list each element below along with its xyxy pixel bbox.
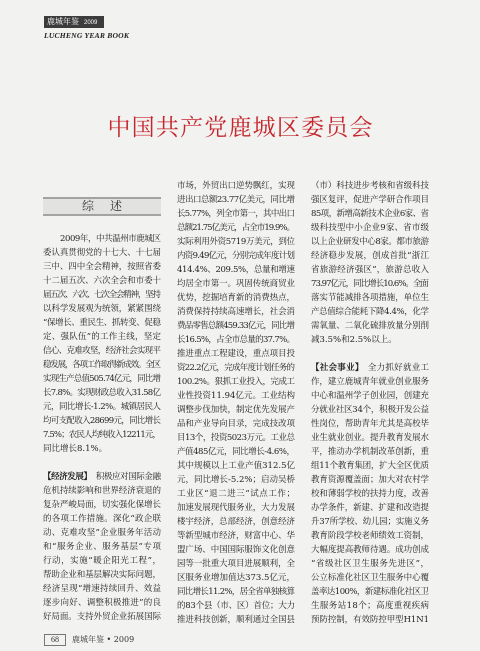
line-text: 落实节能减排各项措施，单位生 bbox=[311, 293, 429, 303]
line-text: 长5.77%，列全市第一，其中出口 bbox=[177, 209, 295, 219]
line-text: 414.4%、209.5%，总量和增速 bbox=[177, 265, 295, 275]
line-text: 业性投资11.94亿元。工业结构 bbox=[177, 391, 296, 401]
line-text: 委认真贯彻党的十七大、十七届 bbox=[43, 248, 161, 258]
text-line bbox=[177, 571, 295, 585]
text-line bbox=[177, 417, 295, 431]
line-text: 的83个县（市、区）首位；大力 bbox=[177, 601, 295, 611]
line-text: 中心和温州学子创业园，创建充 bbox=[311, 391, 429, 401]
text-line bbox=[43, 582, 161, 596]
line-text: 帮助企业和基层解决实际问题， bbox=[43, 570, 161, 580]
text-line bbox=[177, 221, 295, 235]
text-line bbox=[177, 319, 295, 333]
text-line bbox=[43, 372, 161, 386]
line-text: 业生就业创业。提升教育发展水 bbox=[311, 433, 429, 443]
line-text: （市）科技进步考核和省级科技 bbox=[311, 181, 429, 191]
text-line bbox=[311, 361, 429, 375]
text-line bbox=[43, 428, 161, 442]
text-line bbox=[311, 431, 429, 445]
text-line bbox=[43, 232, 161, 246]
text-line bbox=[43, 554, 161, 568]
text-line bbox=[177, 529, 295, 543]
text-line bbox=[311, 445, 429, 459]
line-text: 生服务站18个；高度重视疾病 bbox=[311, 601, 430, 611]
text-line bbox=[43, 302, 161, 316]
text-line bbox=[177, 487, 295, 501]
text-line bbox=[311, 557, 429, 571]
text-line bbox=[43, 316, 161, 330]
line-text: 长16.5%，占全市总量的37.7%。 bbox=[177, 335, 295, 345]
line-text: 楼宇经济，总部经济，创意经济 bbox=[177, 517, 295, 527]
line-text: 公立标准化社区卫生服务中心覆 bbox=[311, 573, 429, 583]
line-text: 工业区“退二进三”试点工作； bbox=[177, 489, 296, 499]
line-text: 实现生产总值505.74亿元，同比增 bbox=[43, 374, 161, 384]
line-text: 消费保持持续高速增长，社会消 bbox=[177, 307, 295, 317]
line-text: 以上企业研发中心8家。都市旅游 bbox=[311, 237, 429, 247]
text-line bbox=[43, 498, 161, 512]
text-line bbox=[311, 599, 429, 613]
text-line bbox=[177, 431, 295, 445]
text-line bbox=[43, 526, 161, 540]
economy-paragraph-continued bbox=[177, 179, 295, 627]
line-text: 定、强队伍”的工作主线，坚定 bbox=[43, 332, 162, 342]
line-text: 均可支配收入28699元，同比增长 bbox=[43, 416, 161, 426]
line-text: “省级社区卫生服务先进区”， bbox=[311, 559, 430, 569]
line-text: 组11个教育集团，扩大全区优质 bbox=[311, 461, 429, 471]
line-text: 进出口总额23.77亿美元，同比增 bbox=[177, 195, 295, 205]
text-line bbox=[43, 330, 161, 344]
text-line bbox=[311, 179, 429, 193]
text-line bbox=[311, 515, 429, 529]
text-line bbox=[177, 249, 295, 263]
social-affairs-paragraph bbox=[311, 361, 429, 627]
line-text: 办学条件，新建、扩建和改造提 bbox=[311, 503, 429, 513]
text-line bbox=[311, 249, 429, 263]
text-line bbox=[177, 501, 295, 515]
line-text: 100.2%。狠抓工业投入，完成工 bbox=[177, 377, 295, 387]
line-text: 积极应对国际金融 bbox=[95, 472, 161, 482]
text-line bbox=[177, 277, 295, 291]
page-footer bbox=[44, 634, 134, 646]
text-line bbox=[177, 305, 295, 319]
line-text: 需氧量、二氧化硫排放量分别削 bbox=[311, 321, 429, 331]
text-line bbox=[177, 585, 295, 599]
text-line bbox=[43, 386, 161, 400]
line-text: 等新型城市经济，财富中心、华 bbox=[177, 531, 295, 541]
line-text: 73.97亿元，同比增长10.6%。全面 bbox=[311, 279, 429, 289]
line-text: 7.5%；农民人均纯收入12211元， bbox=[43, 430, 161, 440]
line-text: 以科学发展观为统领，紧紧围绕 bbox=[43, 304, 161, 314]
line-text: 元，同比增长-5.2%；启动吴桥 bbox=[177, 475, 296, 485]
line-text: 三中、四中全会精神，按照省委 bbox=[43, 262, 161, 272]
line-text: 费品零售总额459.33亿元，同比增 bbox=[177, 321, 295, 331]
text-line bbox=[311, 319, 429, 333]
text-line bbox=[311, 403, 429, 417]
header-book-title: 鹿城年鉴 bbox=[47, 17, 79, 26]
line-text: 长7.8%。实现财政总收入31.58亿 bbox=[43, 388, 161, 398]
line-text: 平，推动办学机制改革创新，重 bbox=[311, 447, 429, 457]
text-column-1 bbox=[43, 197, 161, 624]
text-line bbox=[311, 529, 429, 543]
line-text: 同比增长8.1%。 bbox=[43, 444, 108, 454]
line-text: 和“服务企业、服务基层”专项 bbox=[43, 542, 162, 552]
text-line bbox=[311, 305, 429, 319]
text-line bbox=[311, 193, 429, 207]
line-text: 校和薄弱学校的扶持力度，改善 bbox=[311, 489, 429, 499]
line-text: 均居全市第一。巩固传统商贸业 bbox=[177, 279, 295, 289]
line-text: 元，同比增长-1.2%。城镇居民人 bbox=[43, 402, 161, 412]
text-line bbox=[177, 375, 295, 389]
line-text: 调整步伐加快，制定优先发展产 bbox=[177, 405, 295, 415]
text-line bbox=[43, 414, 161, 428]
text-line bbox=[43, 484, 161, 498]
line-text: 经济呈现“增速持续回升、效益 bbox=[43, 584, 162, 594]
text-line bbox=[177, 263, 295, 277]
text-line bbox=[311, 585, 429, 599]
line-text: 动、克难攻坚”企业服务年活动 bbox=[43, 528, 162, 538]
overview-paragraph bbox=[43, 232, 161, 456]
line-text: 优势，挖掘培育新的消费热点， bbox=[177, 293, 295, 303]
line-text: 复杂严峻局面，切实强化保增长 bbox=[43, 500, 161, 510]
line-text: 园等一批重大项目进展顺利，全 bbox=[177, 559, 295, 569]
text-line bbox=[43, 344, 161, 358]
text-line bbox=[177, 389, 295, 403]
text-line bbox=[177, 403, 295, 417]
line-text: 大幅度提高教师待遇。成功创成 bbox=[311, 545, 429, 555]
text-line bbox=[311, 333, 429, 347]
line-text: “保增长、重民生、抓转变、促稳 bbox=[43, 318, 161, 328]
text-line bbox=[43, 274, 161, 288]
text-line bbox=[311, 613, 429, 627]
line-text: 好局面。支持外贸企业拓展国际 bbox=[43, 612, 161, 622]
line-text: 届五次、六次、七次全会精神，坚持 bbox=[43, 290, 160, 300]
text-column-3 bbox=[311, 179, 429, 627]
line-text: 行动，实施“暖企阳光工程”， bbox=[43, 556, 162, 566]
header-year: 2009 bbox=[84, 20, 98, 26]
text-line bbox=[311, 389, 429, 403]
text-line bbox=[177, 459, 295, 473]
header-english-title: LUCHENG YEAR BOOK bbox=[44, 31, 130, 40]
paragraph-label: 【经济发展】 bbox=[43, 472, 92, 482]
text-line bbox=[177, 599, 295, 613]
text-line bbox=[177, 193, 295, 207]
line-text: 加速发展现代服务业，大力发展 bbox=[177, 503, 295, 513]
text-line bbox=[177, 515, 295, 529]
page-number: 68 bbox=[44, 634, 66, 646]
paragraph-label: 【社会事业】 bbox=[311, 363, 364, 373]
text-line bbox=[177, 333, 295, 347]
line-text: 85项，新增高新技术企业6家、省 bbox=[311, 209, 429, 219]
line-text: 强区复评，促进产学研合作项目 bbox=[311, 195, 429, 205]
line-text: 经济稳步发展，创成首批“浙江 bbox=[311, 251, 430, 261]
line-text: 市场，外贸出口逆势飘红，实现 bbox=[177, 181, 295, 191]
line-text: 教育资源覆盖面；加大对农村学 bbox=[311, 475, 429, 485]
text-line bbox=[311, 235, 429, 249]
text-line bbox=[43, 596, 161, 610]
line-text: 分就业社区34个，积极开发公益 bbox=[311, 405, 429, 415]
text-line bbox=[311, 459, 429, 473]
text-line bbox=[43, 260, 161, 274]
text-line bbox=[311, 277, 429, 291]
text-line bbox=[311, 291, 429, 305]
text-line bbox=[43, 540, 161, 554]
line-text: 逐步向好、调整积极推进”的良 bbox=[43, 598, 162, 608]
text-line bbox=[177, 473, 295, 487]
line-text: 十二届五次、六次全会和市委十 bbox=[43, 276, 161, 286]
line-text: 升37所学校、幼儿园；实施义务 bbox=[311, 517, 429, 527]
line-text: 产总值综合能耗下降4.4%，化学 bbox=[311, 307, 429, 317]
text-line bbox=[177, 347, 295, 361]
text-line bbox=[43, 512, 161, 526]
line-text: 2009年，中共温州市鹿城区 bbox=[60, 234, 161, 244]
text-line bbox=[43, 358, 161, 372]
line-text: 作，建立鹿城青年就业创业服务 bbox=[311, 377, 429, 387]
line-text: 推进科技创新，顺利通过全国县 bbox=[177, 615, 295, 625]
text-line bbox=[311, 501, 429, 515]
page-title: 中国共产党鹿城区委员会 bbox=[107, 115, 374, 141]
text-line bbox=[311, 543, 429, 557]
line-text: 教育阶段学校老师绩效工资制， bbox=[311, 531, 429, 541]
line-text: 推进重点工程建设，重点项目投 bbox=[177, 349, 295, 359]
text-line bbox=[43, 568, 161, 582]
text-line bbox=[177, 613, 295, 627]
text-line bbox=[43, 400, 161, 414]
line-text: 性岗位，帮助青年尤其是高校毕 bbox=[311, 419, 429, 429]
line-text: 实际利用外资5719万美元，到位 bbox=[177, 237, 295, 247]
line-text: 区服务业增加值达373.5亿元， bbox=[177, 573, 296, 583]
text-line bbox=[177, 291, 295, 305]
line-text: 产值485亿元，同比增长-4.6%， bbox=[177, 447, 295, 457]
line-text: 品和产业导向目录，完成技改项 bbox=[177, 419, 295, 429]
line-text: 减3.5%和2.5%以上。 bbox=[311, 335, 397, 345]
text-line bbox=[177, 543, 295, 557]
text-line bbox=[311, 207, 429, 221]
text-line bbox=[43, 288, 161, 302]
text-line bbox=[311, 473, 429, 487]
line-text: 盟广场、中国国际服饰文化创意 bbox=[177, 545, 295, 555]
economy-paragraph-end bbox=[311, 179, 429, 347]
line-text: 全力抓好就业工 bbox=[367, 363, 430, 373]
text-line bbox=[43, 470, 161, 484]
text-line bbox=[177, 235, 295, 249]
line-text: 危机持续影响和世界经济衰退的 bbox=[43, 486, 161, 496]
text-line bbox=[311, 221, 429, 235]
text-line bbox=[43, 610, 161, 624]
text-line bbox=[177, 207, 295, 221]
line-text: 同比增长11.2%，居全省单独核算 bbox=[177, 587, 295, 597]
line-text: 其中规模以上工业产值312.5亿 bbox=[177, 461, 296, 471]
text-line bbox=[311, 417, 429, 431]
text-line bbox=[177, 557, 295, 571]
text-line bbox=[311, 375, 429, 389]
line-text: 信心、克难攻坚，经济社会实现平 bbox=[43, 346, 161, 356]
line-text: 盖率达100%，新建标准化社区卫 bbox=[311, 587, 429, 597]
line-text: 目13个，投资5023万元。工业总 bbox=[177, 433, 295, 443]
text-line bbox=[177, 361, 295, 375]
text-line bbox=[311, 487, 429, 501]
line-text: 稳发展，各项工作取得新成效。全区 bbox=[43, 360, 160, 370]
text-line bbox=[311, 263, 429, 277]
line-text: 的各项工作措施。深化“政企联 bbox=[43, 514, 162, 524]
text-line bbox=[177, 445, 295, 459]
text-column-2 bbox=[177, 179, 295, 627]
section-heading: 综 述 bbox=[43, 197, 161, 216]
text-line bbox=[177, 179, 295, 193]
footer-book-title: 鹿城年鉴 • 2009 bbox=[72, 635, 135, 644]
line-text: 级科技型中小企业9家、省市级 bbox=[311, 223, 430, 233]
line-text: 预防控制，有效防控甲型H1N1 bbox=[311, 615, 429, 625]
text-line bbox=[43, 246, 161, 260]
line-text: 资22.2亿元，完成年度计划任务的 bbox=[177, 363, 295, 373]
text-line bbox=[311, 571, 429, 585]
line-text: 总额21.75亿美元，占全市19.9%。 bbox=[177, 223, 295, 233]
line-text: 省旅游经济强区”，旅游总收入 bbox=[311, 265, 430, 275]
text-line bbox=[43, 442, 161, 456]
economy-paragraph bbox=[43, 470, 161, 624]
line-text: 内资9.49亿元，分别完成年度计划 bbox=[177, 251, 295, 261]
running-header-badge bbox=[44, 16, 104, 28]
